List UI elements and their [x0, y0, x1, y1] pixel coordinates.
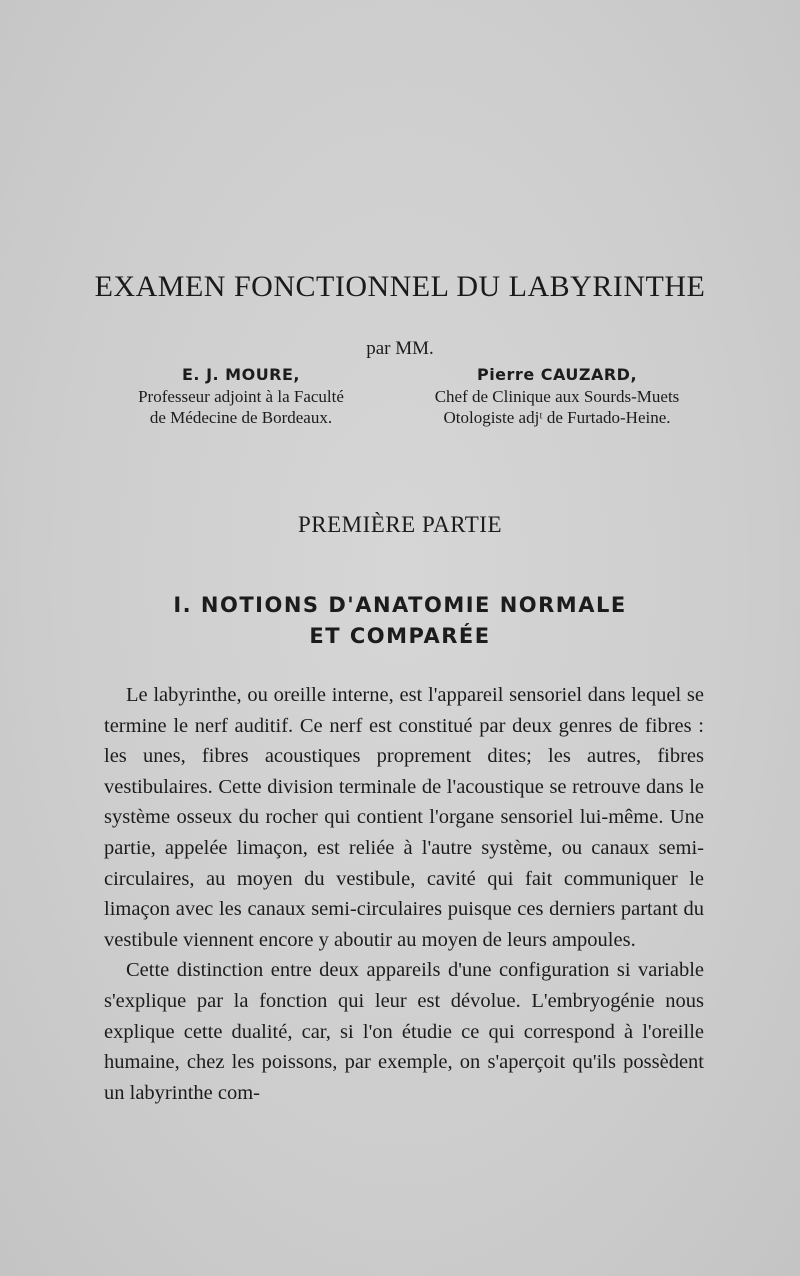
author-affiliation: de Médecine de Bordeaux. [149, 408, 333, 427]
author-moure [76, 364, 406, 428]
chapter-heading [0, 590, 800, 652]
article-title: EXAMEN FONCTIONNEL DU LABYRINTHE [94, 270, 706, 303]
paragraph: Le labyrinthe, ou oreille interne, est l'appareil sensoriel dans lequel se termine le nerf auditif. Ce nerf est constitué par deux genres de fibres : les unes, fibres acoustiques proprement dites; les autres, fibres vestibulaires. Cette division terminale de l'acoustique se retrouve dans le système osseux du rocher qui contient l'organe sensoriel lui-même. Une partie, appelée limaçon, est reliée à l'autre système, ou canaux semi-circulaires, au moyen du vestibule, cavité qui fait communiquer le limaçon avec les canaux semi-circulaires puisque ces derniers partant du vestibule viennent encore y aboutir au moyen de leurs ampoules. [104, 684, 704, 951]
author-name: Pierre CAUZARD, [476, 365, 638, 384]
author-affiliation: Chef de Clinique aux Sourds-Muets [434, 387, 680, 406]
paragraph: Cette distinction entre deux appareils d'une configuration si variable s'explique par la fonction qui leur est dévolue. L'embryogénie nous explique cette dualité, car, si l'on étudie ce qui correspond à l'oreille humaine, chez les poissons, par exemple, on s'aperçoit qu'ils possèdent un labyrinthe com- [104, 959, 704, 1104]
chapter-heading-line: I. NOTIONS D'ANATOMIE NORMALE [173, 593, 627, 617]
body-text [104, 680, 704, 1108]
part-heading: PREMIÈRE PARTIE [298, 512, 502, 537]
author-name: E. J. MOURE, [181, 365, 301, 384]
byline: par MM. [366, 338, 434, 359]
author-affiliation: Professeur adjoint à la Faculté [138, 387, 344, 406]
chapter-heading-line: ET COMPARÉE [309, 624, 491, 648]
author-affiliation: Otologiste adjᵗ de Furtado-Heine. [443, 408, 671, 427]
author-cauzard [392, 364, 722, 428]
